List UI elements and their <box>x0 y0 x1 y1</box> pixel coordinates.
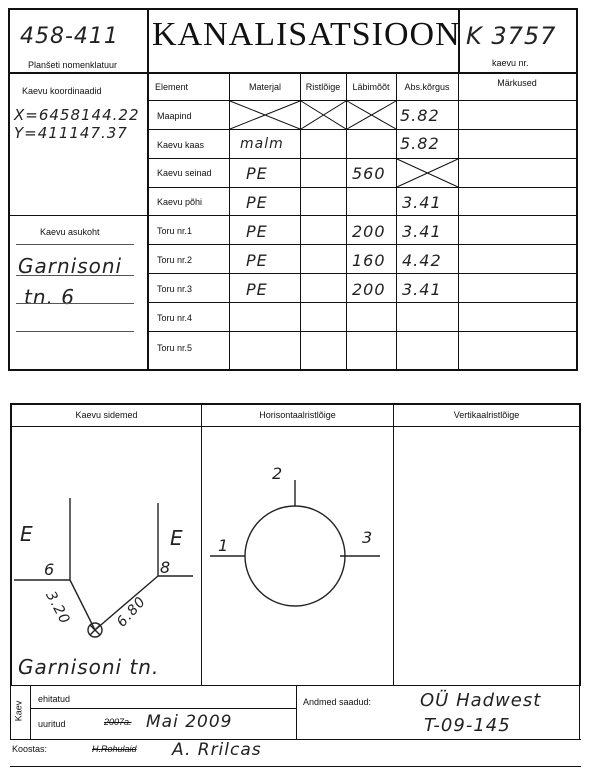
row-element: Toru nr.1 <box>157 226 193 236</box>
row-material: malm <box>240 136 284 152</box>
well-number-label: kaevu nr. <box>492 58 529 68</box>
row-element: Toru nr.5 <box>157 343 193 353</box>
nomenclature-label: Planšeti nomenklatuur <box>28 60 118 70</box>
row-material: PE <box>246 193 268 212</box>
col-header-notes: Märkused <box>497 78 537 88</box>
row-element: Toru nr.2 <box>157 255 193 265</box>
row-material: PE <box>246 280 268 299</box>
col-header-element: Element <box>155 82 189 92</box>
row-diameter: 560 <box>352 164 386 183</box>
links-left-letter: E <box>20 522 34 546</box>
col-header-abs-height: Abs.kõrgus <box>404 82 450 92</box>
page-title: KANALISATSIOON <box>152 16 461 53</box>
col-header-cross-section: Ristlõige <box>305 82 341 92</box>
row-material: PE <box>246 222 268 241</box>
row-diameter: 160 <box>352 251 386 270</box>
surveyed-value: Mai 2009 <box>146 712 233 732</box>
surveyed-label: uuritud <box>38 719 66 729</box>
row-material: PE <box>246 164 268 183</box>
col-header-material: Materjal <box>248 82 281 92</box>
row-abs: 4.42 <box>402 251 442 270</box>
coordinate-x: X=6458144.22 <box>14 106 140 124</box>
links-left-node: 6 <box>44 560 56 579</box>
coordinate-y: Y=411147.37 <box>14 124 128 142</box>
sketch-header-vertical: Vertikaalristlõige <box>453 410 520 420</box>
nomenclature-value: 458-411 <box>20 24 119 49</box>
sketch-header-horizontal: Horisontaalristlõige <box>259 410 336 420</box>
compiled-old-value: H.Rohulaid <box>92 744 137 754</box>
data-from-label: Andmed saadud: <box>303 697 372 707</box>
row-element: Maapind <box>157 111 192 121</box>
row-diameter: 200 <box>352 280 386 299</box>
row-abs: 5.82 <box>400 106 440 125</box>
location-line1: Garnisoni <box>18 254 123 278</box>
row-element: Kaevu seinad <box>157 168 212 178</box>
links-left-distance: 3.20 <box>42 588 73 628</box>
row-element: Kaevu kaas <box>157 140 205 150</box>
data-from-value-1: OÜ Hadwest <box>420 690 542 711</box>
compiled-value: A. Rrilcas <box>172 740 262 760</box>
coordinates-label: Kaevu koordinaadid <box>22 86 102 96</box>
built-label: ehitatud <box>38 694 71 704</box>
links-street: Garnisoni tn. <box>18 655 160 679</box>
data-from-value-2: T-09-145 <box>424 715 511 736</box>
location-line2: tn. 6 <box>24 285 75 309</box>
links-right-node: 8 <box>160 558 172 577</box>
links-right-letter: E <box>170 526 184 550</box>
row-abs: 3.41 <box>402 222 442 241</box>
links-right-distance: 6.80 <box>113 593 150 631</box>
location-label: Kaevu asukoht <box>40 227 100 237</box>
row-element: Toru nr.3 <box>157 284 193 294</box>
row-abs: 3.41 <box>402 280 442 299</box>
pipe-label-2: 2 <box>272 464 284 483</box>
footer-side-label: Kaev <box>13 700 24 722</box>
row-material: PE <box>246 251 268 270</box>
sketch-header-links: Kaevu sidemed <box>75 410 138 420</box>
row-element: Toru nr.4 <box>157 313 193 323</box>
compiled-label: Koostas: <box>12 744 48 754</box>
row-element: Kaevu põhi <box>157 197 203 207</box>
row-abs: 3.41 <box>402 193 442 212</box>
col-header-diameter: Läbimõõt <box>352 82 390 92</box>
pipe-label-3: 3 <box>362 528 374 547</box>
pipe-label-1: 1 <box>218 536 230 555</box>
well-number-value: K 3757 <box>466 22 557 50</box>
row-diameter: 200 <box>352 222 386 241</box>
row-abs: 5.82 <box>400 134 440 153</box>
surveyed-old-value: 2007a. <box>104 717 132 727</box>
